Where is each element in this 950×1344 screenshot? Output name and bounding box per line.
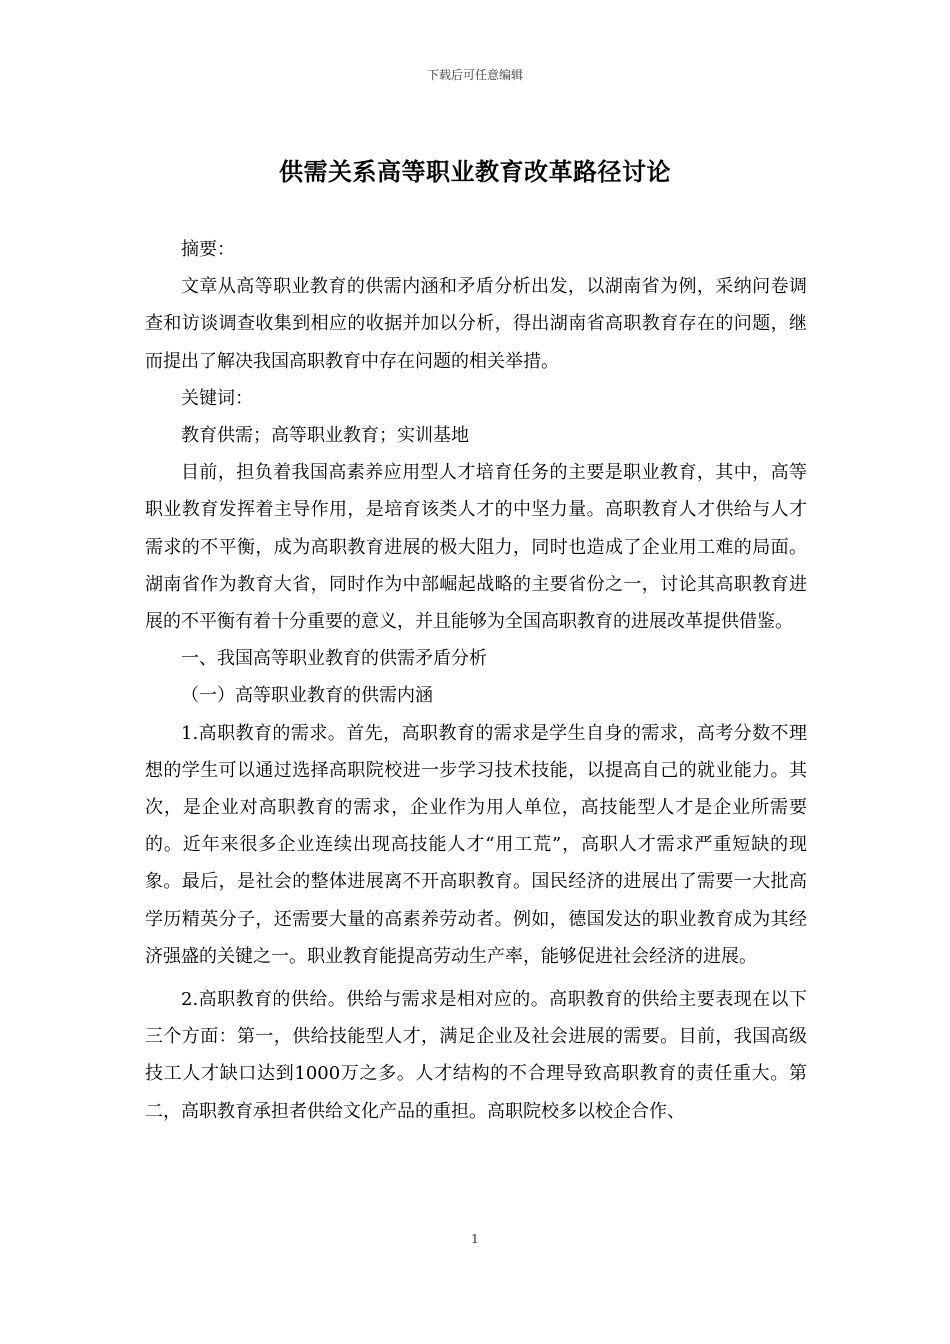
section-heading-1: 一、我国高等职业教育的供需矛盾分析 [181, 648, 487, 670]
abstract-text: 文章从高等职业教育的供需内涵和矛盾分析出发，以湖南省为例，采纳问卷调查和访谈调查收集到相应的收据并加以分析，得出湖南省高职教育存在的问题，继而提出了解决我国高职教育中存在问题的相关举措。 [145, 276, 807, 372]
intro-paragraph: 目前，担负着我国高素养应用型人才培育任务的主要是职业教育，其中，高等职业教育发挥着主导作用，是培育该类人才的中坚力量。高职教育人才供给与人才需求的不平衡，成为高职教育进展的极大阻力，同时也造成了企业用工难的局面。湖南省作为教育大省，同时作为中部崛起战略的主要省份之一，讨论其高职教育进展的不平衡有着十分重要的意义，并且能够为全国高职教育的进展改革提供借鉴。 [145, 462, 807, 633]
abstract-label: 摘要： [181, 239, 235, 260]
keywords-label: 关键词： [181, 387, 253, 409]
subsection-heading-1: （一）高等职业教育的供需内涵 [181, 685, 433, 707]
paragraph-demand: 1.高职教育的需求。首先，高职教育的需求是学生自身的需求，高考分数不理想的学生可以通过选择高职院校进一步学习技术技能，以提高自己的就业能力。其次，是企业对高职教育的需求，企业作为用人单位，高技能型人才是企业所需要的。近年来很多企业连续出现高技能人才“用工荒”，高职人才需求严重短缺的现象。最后，是社会的整体进展离不开高职教育。国民经济的进展出了需要一大批高学历精英分子，还需要大量的高素养劳动者。例如，德国发达的职业教育成为其经济强盛的关键之一。职业教育能提高劳动生产率，能够促进社会经济的进展。 [145, 722, 807, 967]
page-header: 下载后可任意编辑 [426, 68, 523, 82]
document-body [145, 231, 807, 1130]
paragraph-supply: 2.高职教育的供给。供给与需求是相对应的。高职教育的供给主要表现在以下三个方面：第一，供给技能型人才，满足企业及社会进展的需要。目前，我国高级技工人才缺口达到1000万之多。人才结构的不合理导致高职教育的责任重大。第二，高职教育承担者供给文化产品的重担。高职院校多以校企合作、 [145, 989, 807, 1122]
keywords-text: 教育供需；高等职业教育；实训基地 [181, 425, 469, 447]
document-title: 供需关系高等职业教育改革路径讨论 [279, 157, 671, 186]
page-number: 1 [471, 1232, 479, 1246]
